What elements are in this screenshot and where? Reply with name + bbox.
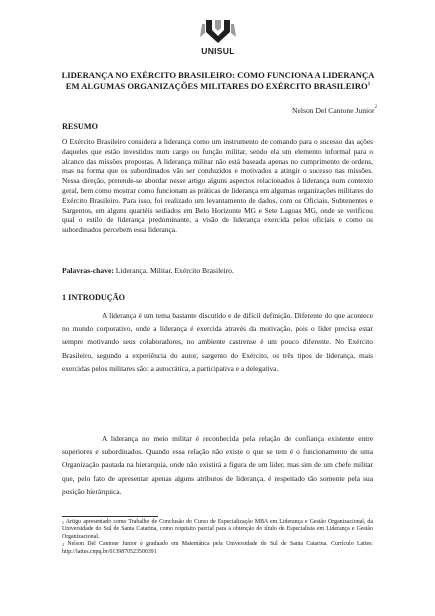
paragraph: A liderança no meio militar é reconhecida pela relação de confiança existente entre superiores e subordinados. Quando essa relação não existe o que se tem é o funcionamento de uma Organização pautada na hierarquia, onde não existirá a figura de um líder, mas sim de um chefe militar que, pelo fato de apresentar apenas alguns atributos de liderança, é respeitado tão somente pela sua posição hierárquica. bbox=[62, 434, 373, 496]
unisul-emblem-icon bbox=[196, 16, 240, 46]
article-title bbox=[60, 70, 376, 91]
author-line bbox=[292, 106, 377, 115]
footnote-text: Artigo apresentado como Trabalho de Conclusão do Curso de Especialização MBA em Liderança e Gestão Organizacional, da Universidade do Sul de Santa Catarina, como requisito parcial para a obtenção do título de Especialista em Liderança e Gestão Organizacional. bbox=[62, 519, 373, 540]
keywords-text: Liderança. Militar. Exército Brasileiro. bbox=[115, 266, 234, 275]
keywords-line bbox=[62, 266, 234, 275]
paragraph: A liderança é um tema bastante discutido e de difícil definição. Diferente do que acontece no mundo corporativo, onde a liderança é exercida através da motivação, pois o líder precisa estar sempre motivando seus colaboradores, no ambiente castrense é um pouco diferente. No Exército Brasileiro, segundo a experiência do autor, sargento do Exército, os três tipos de liderança, mais exercidas pelos militares são: a autocrática, a participativa e a delegativa. bbox=[62, 311, 373, 373]
title-footnote-mark: 1 bbox=[367, 81, 371, 87]
footnote-mark: 1 bbox=[62, 520, 64, 525]
author-footnote-mark: 2 bbox=[374, 105, 377, 110]
logo-text: UNISUL bbox=[201, 46, 235, 56]
abstract-text: O Exército Brasileiro considera a liderança como um instrumento de comando para o sucesso das ações daqueles que estão investidos num cargo ou função militar, sendo ela um elemento informal para o alcance das missões propostas. A liderança militar não está baseada apenas no cumprimento de ordens, mas na forma que os subordinados vão ser conduzidos e motivados a atingir o sucesso nas missões. Nessa direção, pretende-se abordar nesse artigo alguns aspectos relacionados à liderança num contexto geral, bem como mostrar como funcionam as práticas de liderança em algumas organizações militares do Exército Brasileiro. Para isso, foi realizado um levantamento de dados, com os Oficiais, Subtenentes e Sargentos, em alguns quartéis sediados em Belo Horizonte MG e Sete Lagoas MG, onde se verificou qual o estilo de liderança predominante, a visão de liderança exercida pelos oficiais e como os subordinados percebem essa liderança. bbox=[62, 137, 373, 235]
section-heading-introduction: 1 INTRODUÇÃO bbox=[62, 293, 126, 302]
footnote-text: Nelson Del Cantone Junior é graduado em Matemática pela Universidade do Sul de Santa Catarina. Currículo Lattes: http://lattes.cnpq.br/0139870523500391 bbox=[62, 541, 373, 555]
footnote-divider bbox=[62, 516, 158, 517]
title-text: LIDERANÇA NO EXÉRCITO BRASILEIRO: COMO FUNCIONA A LIDERANÇA EM ALGUMAS ORGANIZAÇÕES MILITARES DO EXÉRCITO BRASILEIRO bbox=[61, 70, 375, 91]
abstract-heading: RESUMO bbox=[62, 122, 98, 131]
footnotes bbox=[62, 519, 373, 556]
footnote bbox=[62, 541, 373, 556]
footnote bbox=[62, 519, 373, 541]
keywords-label: Palavras-chave: bbox=[62, 266, 114, 275]
author-name: Nelson Del Cantone Junior bbox=[292, 106, 375, 115]
footnote-mark: 2 bbox=[62, 542, 64, 548]
unisul-logo bbox=[196, 16, 240, 58]
